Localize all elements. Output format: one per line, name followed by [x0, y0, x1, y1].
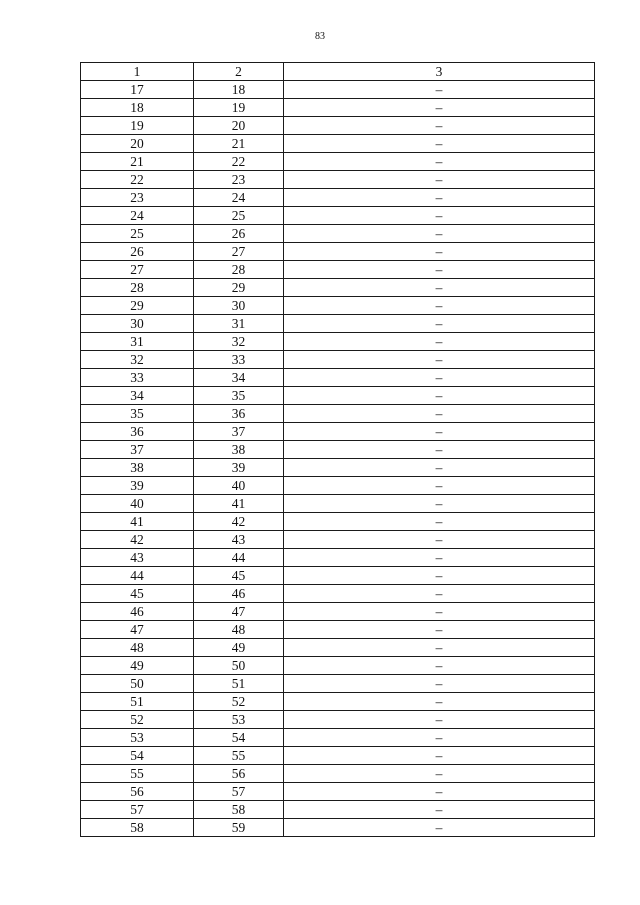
table-row	[81, 585, 595, 603]
table-cell-col-1: 27	[81, 261, 194, 279]
table-row	[81, 189, 595, 207]
table-cell-col-2: 52	[194, 693, 284, 711]
table-row	[81, 261, 595, 279]
table-cell-col-3: –	[284, 351, 595, 369]
table-cell-col-2: 35	[194, 387, 284, 405]
table-row	[81, 441, 595, 459]
table-row	[81, 801, 595, 819]
table-cell-col-1: 29	[81, 297, 194, 315]
table-cell-col-2: 25	[194, 207, 284, 225]
table-row	[81, 225, 595, 243]
table-cell-col-3: –	[284, 333, 595, 351]
table-cell-col-2: 38	[194, 441, 284, 459]
table-cell-col-2: 23	[194, 171, 284, 189]
table-cell-col-2: 50	[194, 657, 284, 675]
table-cell-col-2: 27	[194, 243, 284, 261]
column-header-2: 2	[194, 63, 284, 81]
table-cell-col-3: –	[284, 567, 595, 585]
table-row	[81, 747, 595, 765]
page-number: 83	[315, 31, 325, 42]
table-row	[81, 369, 595, 387]
table-cell-col-3: –	[284, 657, 595, 675]
table-cell-col-1: 24	[81, 207, 194, 225]
table-row	[81, 81, 595, 99]
table-row	[81, 603, 595, 621]
table-cell-col-3: –	[284, 675, 595, 693]
table-row	[81, 459, 595, 477]
table-cell-col-3: –	[284, 819, 595, 837]
table-cell-col-3: –	[284, 297, 595, 315]
table-cell-col-3: –	[284, 243, 595, 261]
table-cell-col-3: –	[284, 117, 595, 135]
table-header-row	[81, 63, 595, 81]
table-cell-col-3: –	[284, 261, 595, 279]
table-cell-col-3: –	[284, 495, 595, 513]
table-cell-col-1: 44	[81, 567, 194, 585]
table-row	[81, 657, 595, 675]
table-cell-col-3: –	[284, 387, 595, 405]
table-cell-col-1: 38	[81, 459, 194, 477]
table-cell-col-2: 44	[194, 549, 284, 567]
table-row	[81, 297, 595, 315]
table-cell-col-1: 32	[81, 351, 194, 369]
table-row	[81, 279, 595, 297]
table-cell-col-3: –	[284, 513, 595, 531]
table-cell-col-2: 31	[194, 315, 284, 333]
table-cell-col-1: 43	[81, 549, 194, 567]
table-cell-col-2: 49	[194, 639, 284, 657]
table-row	[81, 783, 595, 801]
table-row	[81, 567, 595, 585]
table-row	[81, 819, 595, 837]
table-cell-col-2: 21	[194, 135, 284, 153]
table-cell-col-2: 26	[194, 225, 284, 243]
table-row	[81, 765, 595, 783]
table-cell-col-1: 42	[81, 531, 194, 549]
table-cell-col-3: –	[284, 729, 595, 747]
table-cell-col-2: 32	[194, 333, 284, 351]
table-cell-col-1: 34	[81, 387, 194, 405]
table-cell-col-2: 57	[194, 783, 284, 801]
table-cell-col-1: 36	[81, 423, 194, 441]
table-cell-col-2: 40	[194, 477, 284, 495]
table-cell-col-2: 56	[194, 765, 284, 783]
table-cell-col-1: 45	[81, 585, 194, 603]
table-cell-col-1: 58	[81, 819, 194, 837]
table-row	[81, 423, 595, 441]
table-cell-col-2: 42	[194, 513, 284, 531]
table-cell-col-3: –	[284, 621, 595, 639]
table-cell-col-2: 45	[194, 567, 284, 585]
table-cell-col-2: 36	[194, 405, 284, 423]
table-cell-col-1: 30	[81, 315, 194, 333]
table-cell-col-2: 51	[194, 675, 284, 693]
table-cell-col-2: 55	[194, 747, 284, 765]
table-row	[81, 135, 595, 153]
table-row	[81, 477, 595, 495]
table-cell-col-1: 33	[81, 369, 194, 387]
table-cell-col-2: 46	[194, 585, 284, 603]
table-cell-col-1: 22	[81, 171, 194, 189]
table-cell-col-3: –	[284, 639, 595, 657]
table-row	[81, 549, 595, 567]
table-cell-col-2: 58	[194, 801, 284, 819]
table-row	[81, 405, 595, 423]
table-cell-col-1: 21	[81, 153, 194, 171]
table-cell-col-3: –	[284, 531, 595, 549]
table-cell-col-2: 59	[194, 819, 284, 837]
table-body	[81, 81, 595, 837]
table-row	[81, 531, 595, 549]
table-cell-col-1: 41	[81, 513, 194, 531]
table-cell-col-2: 24	[194, 189, 284, 207]
table-cell-col-1: 26	[81, 243, 194, 261]
table-row	[81, 675, 595, 693]
table-cell-col-3: –	[284, 81, 595, 99]
column-header-1: 1	[81, 63, 194, 81]
table-cell-col-1: 18	[81, 99, 194, 117]
table-row	[81, 207, 595, 225]
table-cell-col-1: 20	[81, 135, 194, 153]
table-cell-col-3: –	[284, 279, 595, 297]
table-row	[81, 495, 595, 513]
table-cell-col-1: 54	[81, 747, 194, 765]
table-cell-col-1: 49	[81, 657, 194, 675]
table-cell-col-3: –	[284, 369, 595, 387]
table-cell-col-1: 53	[81, 729, 194, 747]
table-cell-col-2: 22	[194, 153, 284, 171]
table-row	[81, 99, 595, 117]
table-row	[81, 351, 595, 369]
table-cell-col-3: –	[284, 441, 595, 459]
table-cell-col-1: 23	[81, 189, 194, 207]
table-cell-col-1: 48	[81, 639, 194, 657]
table-cell-col-2: 30	[194, 297, 284, 315]
table-cell-col-3: –	[284, 693, 595, 711]
table-row	[81, 171, 595, 189]
table-cell-col-2: 19	[194, 99, 284, 117]
table-cell-col-2: 43	[194, 531, 284, 549]
table-cell-col-3: –	[284, 549, 595, 567]
table-cell-col-2: 34	[194, 369, 284, 387]
table-cell-col-1: 52	[81, 711, 194, 729]
table-cell-col-3: –	[284, 315, 595, 333]
table-cell-col-2: 18	[194, 81, 284, 99]
table-cell-col-1: 47	[81, 621, 194, 639]
table-row	[81, 621, 595, 639]
table-row	[81, 333, 595, 351]
table-row	[81, 693, 595, 711]
table-cell-col-1: 57	[81, 801, 194, 819]
table-cell-col-2: 41	[194, 495, 284, 513]
table-cell-col-1: 35	[81, 405, 194, 423]
table-cell-col-2: 37	[194, 423, 284, 441]
table-cell-col-3: –	[284, 603, 595, 621]
table-cell-col-1: 55	[81, 765, 194, 783]
table-cell-col-3: –	[284, 765, 595, 783]
table-cell-col-3: –	[284, 99, 595, 117]
table-cell-col-2: 20	[194, 117, 284, 135]
table-row	[81, 711, 595, 729]
table-cell-col-3: –	[284, 585, 595, 603]
table-cell-col-3: –	[284, 747, 595, 765]
table-cell-col-1: 28	[81, 279, 194, 297]
table-cell-col-3: –	[284, 711, 595, 729]
column-header-3: 3	[284, 63, 595, 81]
table-cell-col-2: 53	[194, 711, 284, 729]
table-cell-col-1: 19	[81, 117, 194, 135]
table-row	[81, 117, 595, 135]
table-cell-col-1: 51	[81, 693, 194, 711]
table-cell-col-1: 31	[81, 333, 194, 351]
table-cell-col-1: 56	[81, 783, 194, 801]
table-cell-col-3: –	[284, 801, 595, 819]
table-cell-col-2: 29	[194, 279, 284, 297]
table-cell-col-3: –	[284, 189, 595, 207]
table-row	[81, 639, 595, 657]
table-row	[81, 315, 595, 333]
table-cell-col-3: –	[284, 135, 595, 153]
table-cell-col-1: 39	[81, 477, 194, 495]
table-cell-col-3: –	[284, 477, 595, 495]
table-cell-col-3: –	[284, 459, 595, 477]
table-cell-col-1: 25	[81, 225, 194, 243]
table-cell-col-2: 54	[194, 729, 284, 747]
table-cell-col-2: 48	[194, 621, 284, 639]
table-cell-col-2: 39	[194, 459, 284, 477]
table-cell-col-3: –	[284, 153, 595, 171]
table-row	[81, 387, 595, 405]
table-cell-col-3: –	[284, 171, 595, 189]
table-cell-col-1: 50	[81, 675, 194, 693]
table-row	[81, 153, 595, 171]
table-row	[81, 243, 595, 261]
table-cell-col-2: 28	[194, 261, 284, 279]
table-cell-col-3: –	[284, 225, 595, 243]
table-cell-col-1: 40	[81, 495, 194, 513]
table-row	[81, 513, 595, 531]
table-cell-col-1: 46	[81, 603, 194, 621]
data-table	[80, 62, 595, 837]
table-cell-col-1: 17	[81, 81, 194, 99]
table-cell-col-3: –	[284, 405, 595, 423]
table-cell-col-1: 37	[81, 441, 194, 459]
table-cell-col-3: –	[284, 423, 595, 441]
table-cell-col-2: 33	[194, 351, 284, 369]
table-cell-col-2: 47	[194, 603, 284, 621]
table-row	[81, 729, 595, 747]
table-cell-col-3: –	[284, 207, 595, 225]
table-cell-col-3: –	[284, 783, 595, 801]
